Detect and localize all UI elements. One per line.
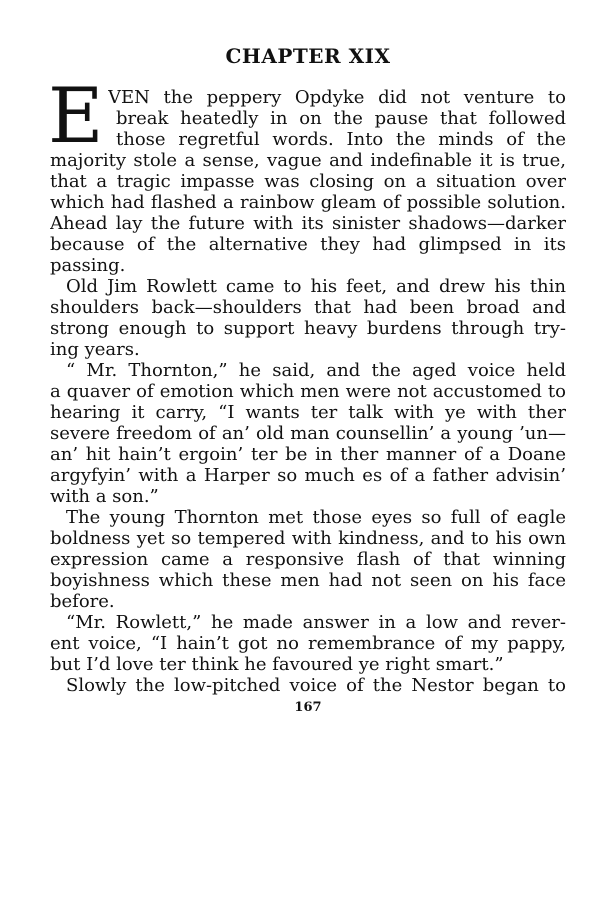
text-line: that a tragic impasse was closing on a situation over	[50, 172, 566, 192]
page-number: 167	[294, 700, 322, 715]
text-line: break heatedly in on the pause that followed	[116, 109, 566, 129]
text-line: ent voice, “I hain’t got no remembrance of my pappy,	[50, 634, 566, 654]
text-line: which had flashed a rainbow gleam of possible solution.	[50, 193, 566, 213]
text-line: shoulders back—shoulders that had been broad and	[50, 298, 566, 318]
text-line: Old Jim Rowlett came to his feet, and drew his thin	[66, 277, 566, 297]
text-line: passing.	[50, 256, 126, 276]
text-line: argyfyin’ with a Harper so much es of a father advisin’	[50, 466, 566, 486]
text-line: “ Mr. Thornton,” he said, and the aged voice held	[66, 361, 566, 381]
text-line: but I’d love ter think he favoured ye right smart.”	[50, 655, 504, 675]
text-line: majority stole a sense, vague and indefinable it is true,	[50, 151, 566, 171]
text-line: with a son.”	[50, 487, 159, 507]
text-line: VEN the peppery Opdyke did not venture to	[108, 88, 566, 108]
text-line: Ahead lay the future with its sinister shadows—darker	[50, 214, 566, 234]
text-line: strong enough to support heavy burdens through try-	[50, 319, 566, 339]
text-line: severe freedom of an’ old man counsellin’ a young ’un—	[50, 424, 566, 444]
text-line: an’ hit hain’t ergoin’ ter be in ther manner of a Doane	[50, 445, 566, 465]
chapter-title: CHAPTER XIX	[225, 44, 391, 68]
text-line: hearing it carry, “I wants ter talk with ye with ther	[50, 403, 566, 423]
text-line: those regretful words. Into the minds of the	[116, 130, 566, 150]
text-line: Slowly the low-pitched voice of the Nestor began to	[66, 676, 566, 696]
drop-cap: E	[48, 71, 104, 160]
text-line: boldness yet so tempered with kindness, and to his own	[50, 529, 566, 549]
text-line: The young Thornton met those eyes so full of eagle	[66, 508, 566, 528]
text-line: before.	[50, 592, 115, 612]
text-line: boyishness which these men had not seen on his face	[50, 571, 566, 591]
text-line: ing years.	[50, 340, 140, 360]
text-line: a quaver of emotion which men were not accustomed to	[50, 382, 566, 402]
text-line: expression came a responsive flash of that winning	[50, 550, 566, 570]
text-line: because of the alternative they had glimpsed in its	[50, 235, 566, 255]
text-line: “Mr. Rowlett,” he made answer in a low and rever-	[66, 613, 566, 633]
